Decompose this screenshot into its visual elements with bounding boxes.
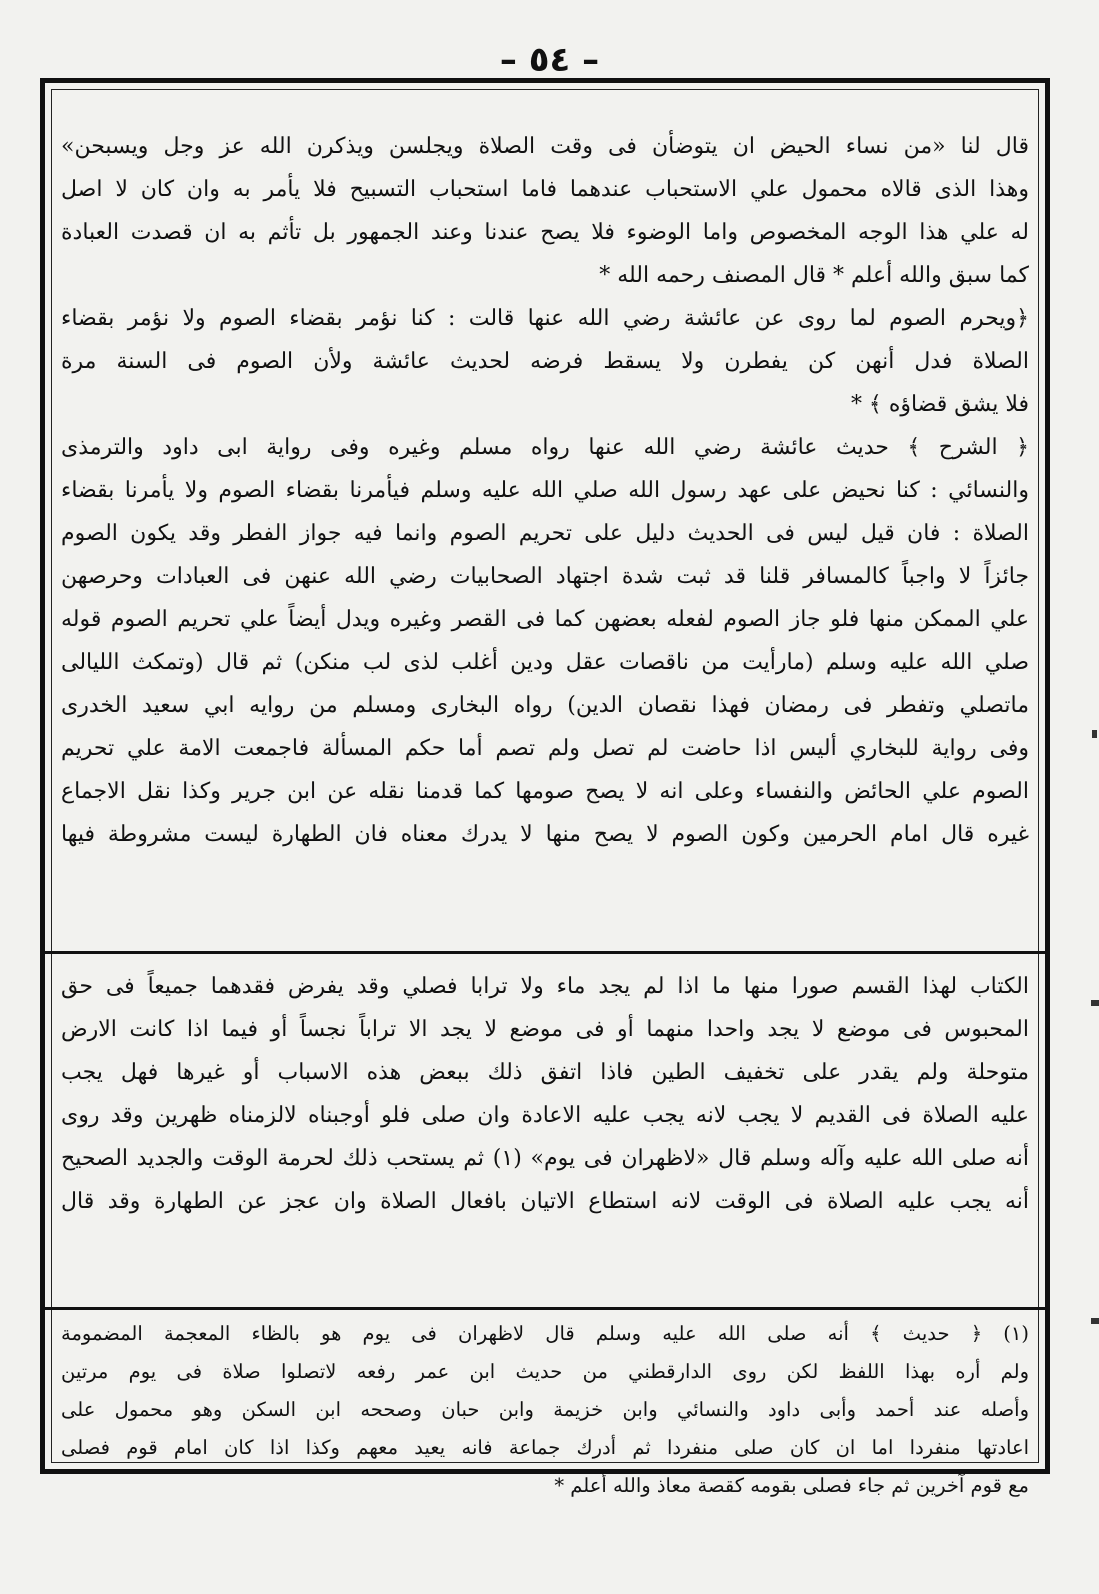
main-line: كما سبق والله أعلم * قال المصنف رحمه الله * — [599, 263, 1029, 288]
scan-mark — [1091, 1318, 1099, 1324]
commentary-line: أنه يجب عليه الصلاة فى الوقت لانه استطاع الاتيان بافعال الصلاة وان عجز عن الطهارة وقد قال — [61, 1189, 1029, 1214]
footnote-divider — [45, 1307, 1045, 1310]
commentary-line: المحبوس فى موضع لا يجد واحدا منهما أو فى موضع لا يجد الا تراباً نجساً أو فيما اذا كانت الارض — [61, 1017, 1029, 1042]
main-line: وفى رواية للبخاري أليس اذا حاضت لم تصل ولم تصم أما حكم المسألة فاجمعت الامة علي تحريم — [61, 736, 1029, 761]
main-line: والنسائي : كنا نحيض على عهد رسول الله صلي الله عليه وسلم فيأمرنا بقضاء الصوم ولا يأمرنا بقضاء — [61, 478, 1029, 503]
main-line: فلا يشق قضاؤه ﴾ * — [850, 392, 1029, 417]
scan-mark — [1092, 730, 1097, 738]
main-line: له علي هذا الوجه المخصوص واما الوضوء فلا يصح عندنا وعند الجمهور بل تأثم به ان قصدت العبادة — [61, 220, 1029, 245]
main-line: صلي الله عليه وسلم (مارأيت من ناقصات عقل ودين أغلب لذى لب منكن) ثم قال (وتمكث الليالى — [61, 650, 1029, 675]
commentary-line: أنه صلى الله عليه وآله وسلم قال «لاظهران فى يوم» (١) ثم يستحب ذلك لحرمة الوقت والجديد الصحيح — [61, 1146, 1030, 1171]
main-line: ﴿ويحرم الصوم لما روى عن عائشة رضي الله عنها قالت : كنا نؤمر بقضاء الصوم ولا نؤمر بقضاء — [61, 306, 1029, 331]
scan-mark — [1091, 1000, 1099, 1006]
commentary-text — [61, 965, 1029, 1305]
commentary-line: عليه الصلاة فى القديم لا يجب لانه يجب عليه الاعادة وان صلى فلو أوجبناه لالزمناه ظهرين وقد روى — [61, 1103, 1029, 1128]
main-line: وهذا الذى قالاه محمول علي الاستحباب عندهما فاما استحباب التسبيح فلا يأمر به وان كان لا اصل — [61, 177, 1029, 202]
footnote-line: ولم أره بهذا اللفظ لكن روى الدارقطني من حديث ابن عمر رفعه لاتصلوا صلاة فى يوم مرتين — [61, 1360, 1029, 1383]
main-line: الصلاة فدل أنهن كن يفطرن ولا يسقط فرضه لحديث عائشة ولأن الصوم فى السنة مرة — [61, 349, 1029, 374]
footnote-line: وأصله عند أحمد وأبى داود والنسائي وابن خزيمة وابن حبان وصححه ابن السكن وهو محمول على — [61, 1398, 1029, 1421]
footnote-line: اعادتها منفردا اما ان كان صلى منفردا ثم أدرك جماعة فانه يعيد معهم وكذا اذا كان امام قوم فصلى — [61, 1436, 1029, 1459]
main-line: الصوم علي الحائض والنفساء وعلى انه لا يصح صومها كما قدمنا نقله عن ابن جرير وكذا نقل الاجماع — [61, 779, 1029, 804]
page-frame — [40, 78, 1050, 1497]
page-number: – ٥٤ – — [499, 40, 600, 80]
main-line: الصلاة : فان قيل ليس فى الحديث دليل على تحريم الصوم وانما فيه جواز الفطر وقد يكون الصوم — [61, 521, 1029, 546]
main-line: علي الممكن منها فلو جاز الصوم لفعله بعضهن كما فى القصر وغيره ويدل أيضاً علي تحريم الصوم قوله — [61, 607, 1029, 632]
footnote-line: مع قوم آخرين ثم جاء فصلى بقومه كقصة معاذ والله أعلم * — [554, 1474, 1029, 1497]
main-line: قال لنا «من نساء الحيض ان يتوضأن فى وقت الصلاة ويجلسن ويذكرن الله عز وجل ويسبحن» — [61, 134, 1029, 159]
main-line: ﴿ الشرح ﴾ حديث عائشة رضي الله عنها رواه مسلم وغيره وفى رواية ابى داود والترمذى — [61, 435, 1029, 460]
footnote-text — [61, 1315, 1029, 1497]
section-divider — [45, 951, 1045, 954]
commentary-line: الكتاب لهذا القسم صورا منها ما اذا لم يجد ماء ولا ترابا فصلي وقد يفرض فقدهما جميعاً فى حق — [61, 974, 1029, 999]
footnote-line: (١) ﴿ حديث ﴾ أنه صلى الله عليه وسلم قال لاظهران فى يوم هو بالظاء المعجمة المضمومة — [61, 1322, 1029, 1345]
main-line: غيره قال امام الحرمين وكون الصوم لا يصح منها لا يدرك معناه فان الطهارة ليست مشروطة فيها — [61, 822, 1029, 847]
main-text — [61, 125, 1029, 945]
main-line: ماتصلي وتفطر فى رمضان فهذا نقصان الدين) رواه البخارى ومسلم من روايه ابي سعيد الخدرى — [61, 693, 1029, 718]
commentary-line: متوحلة ولم يقدر على تخفيف الطين فاذا اتفق ذلك ببعض هذه الاسباب أو غيرها فهل يجب — [61, 1060, 1029, 1085]
main-line: جائزاً لا واجباً كالمسافر قلنا قد ثبت شدة اجتهاد الصحابيات رضي الله عنهن فى العبادات وحرصهن — [61, 564, 1029, 589]
